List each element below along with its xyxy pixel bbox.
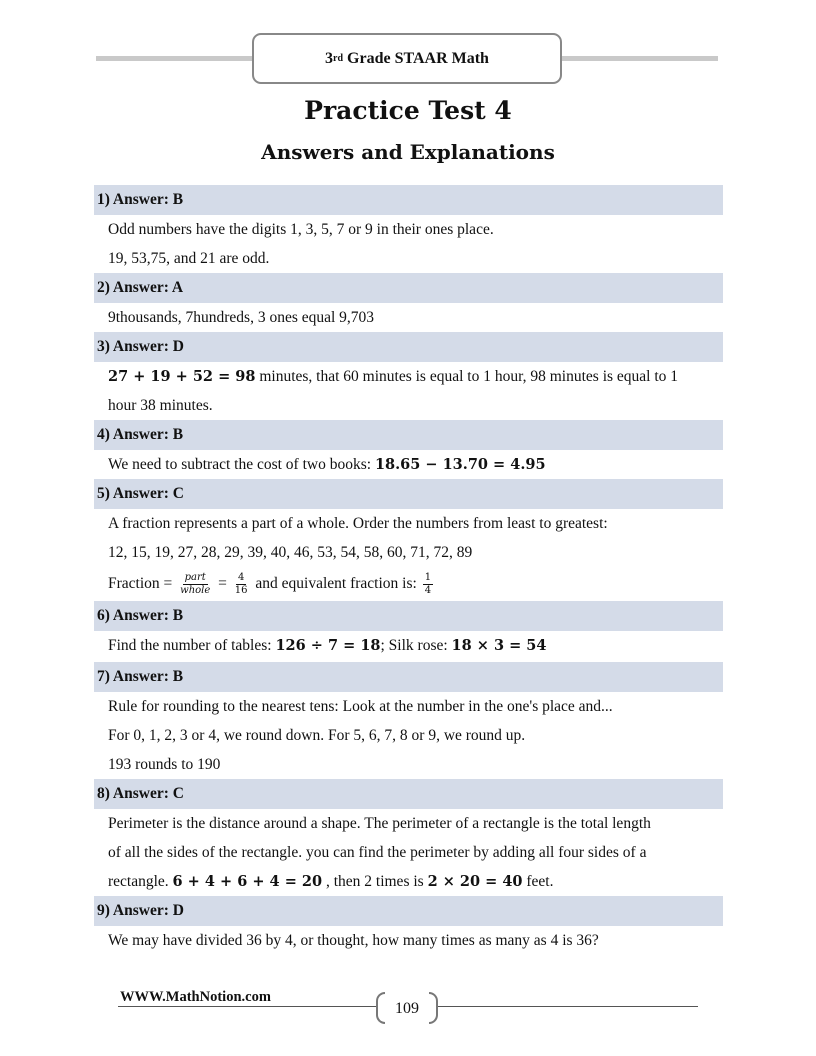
explanation-line <box>94 450 723 479</box>
page-number-box <box>376 992 438 1026</box>
answer-label: ) Answer: B <box>104 426 184 443</box>
answer-header-8 <box>94 779 723 809</box>
answer-num: 6 <box>97 607 105 624</box>
header-grade-num: 3 <box>325 49 334 67</box>
fraction-numerator: 1 <box>424 571 432 583</box>
explanation-line: We may have divided 36 by 4, or thought, how many times as many as 4 is 36? <box>108 932 599 949</box>
math-expression: 6 + 4 + 6 + 4 = 20 <box>172 873 323 890</box>
header-grade-sup: rd <box>333 53 344 64</box>
explanation-text: ; Silk rose: <box>380 637 452 654</box>
answer-num: 1 <box>97 191 105 208</box>
header-rule-right <box>560 56 718 61</box>
answer-label: ) Answer: D <box>104 338 184 355</box>
answer-label: ) Answer: B <box>104 668 184 685</box>
equals-sign: = <box>214 575 231 592</box>
answer-header-3 <box>94 332 723 362</box>
answer-num: 3 <box>97 338 105 355</box>
explanation-text: rectangle. <box>108 873 173 890</box>
explanation-line: For 0, 1, 2, 3 or 4, we round down. For 5, 6, 7, 8 or 9, we round up. <box>108 727 526 744</box>
explanation-text: We need to subtract the cost of two books: <box>108 456 375 473</box>
math-expression: 27 + 19 + 52 = 98 <box>108 368 256 385</box>
right-bracket <box>429 992 438 1024</box>
explanation-line: 193 rounds to 190 <box>108 756 221 773</box>
answer-label: ) Answer: B <box>104 191 184 208</box>
fraction-denominator: whole <box>180 584 211 596</box>
explanation-line: 19, 53,75, and 21 are odd. <box>108 250 270 267</box>
answer-label: ) Answer: C <box>104 485 184 502</box>
explanation-line <box>94 362 723 391</box>
fraction-numerator: 4 <box>237 571 245 583</box>
answer-header-9 <box>94 896 723 926</box>
explanation-line <box>94 867 723 896</box>
explanation-text: , then 2 times is <box>322 873 428 890</box>
answer-header-7 <box>94 662 723 692</box>
header-book-title <box>252 33 562 84</box>
page-title: Practice Test 4 <box>304 96 512 125</box>
fraction-numerator: part <box>184 571 206 583</box>
header-rule-left <box>96 56 254 61</box>
math-expression: 2 × 20 = 40 <box>427 873 523 890</box>
explanation-line <box>94 631 723 660</box>
answer-num: 9 <box>97 902 105 919</box>
explanation-line: 12, 15, 19, 27, 28, 29, 39, 40, 46, 53, 54, 58, 60, 71, 72, 89 <box>108 544 473 561</box>
answer-label: ) Answer: D <box>104 902 184 919</box>
footer-rule-left <box>118 1006 376 1007</box>
answer-label: ) Answer: C <box>104 785 184 802</box>
explanation-text: and equivalent fraction is: <box>251 575 421 592</box>
explanation-line: 9thousands, 7hundreds, 3 ones equal 9,703 <box>108 309 375 326</box>
explanation-line: A fraction represents a part of a whole. Order the numbers from least to greatest: <box>108 515 608 532</box>
math-expression: 126 ÷ 7 = 18 <box>275 637 381 654</box>
explanation-line: Rule for rounding to the nearest tens: Look at the number in the one's place and... <box>108 698 613 715</box>
answer-header-4 <box>94 420 723 450</box>
header-grade-rest: Grade STAAR Math <box>343 49 489 67</box>
answer-header-2 <box>94 273 723 303</box>
answer-header-5 <box>94 479 723 509</box>
answer-num: 2 <box>97 279 105 296</box>
explanation-line: of all the sides of the rectangle. you can find the perimeter by adding all four sides of a <box>108 844 647 861</box>
explanation-text: minutes, that 60 minutes is equal to 1 hour, 98 minutes is equal to 1 <box>255 368 679 385</box>
answer-num: 7 <box>97 668 105 685</box>
fraction-4-16 <box>233 572 250 597</box>
page-number: 109 <box>395 1000 419 1017</box>
left-bracket <box>376 992 385 1024</box>
fraction-1-4 <box>423 572 433 597</box>
explanation-text: feet. <box>522 873 554 890</box>
footer-rule-right <box>438 1006 698 1007</box>
explanation-line: Perimeter is the distance around a shape. The perimeter of a rectangle is the total length <box>108 815 651 832</box>
answer-num: 5 <box>97 485 105 502</box>
page-subtitle: Answers and Explanations <box>261 140 555 164</box>
answer-num: 8 <box>97 785 105 802</box>
math-expression: 18.65 − 13.70 = 4.95 <box>374 456 546 473</box>
answers-list <box>94 185 723 955</box>
footer-website: WWW.MathNotion.com <box>120 989 271 1005</box>
explanation-line: Odd numbers have the digits 1, 3, 5, 7 or 9 in their ones place. <box>108 221 494 238</box>
fraction-denominator: 16 <box>234 584 248 596</box>
fraction-denominator: 4 <box>424 584 432 596</box>
explanation-line: hour 38 minutes. <box>108 397 213 414</box>
explanation-text: Find the number of tables: <box>108 637 276 654</box>
answer-header-1 <box>94 185 723 215</box>
answer-label: ) Answer: B <box>104 607 184 624</box>
answer-label: ) Answer: A <box>104 279 184 296</box>
answer-num: 4 <box>97 426 105 443</box>
explanation-text: Fraction = <box>108 575 177 592</box>
explanation-line <box>94 567 723 601</box>
math-expression: 18 × 3 = 54 <box>451 637 547 654</box>
answer-header-6 <box>94 601 723 631</box>
fraction-part-whole <box>178 572 212 597</box>
